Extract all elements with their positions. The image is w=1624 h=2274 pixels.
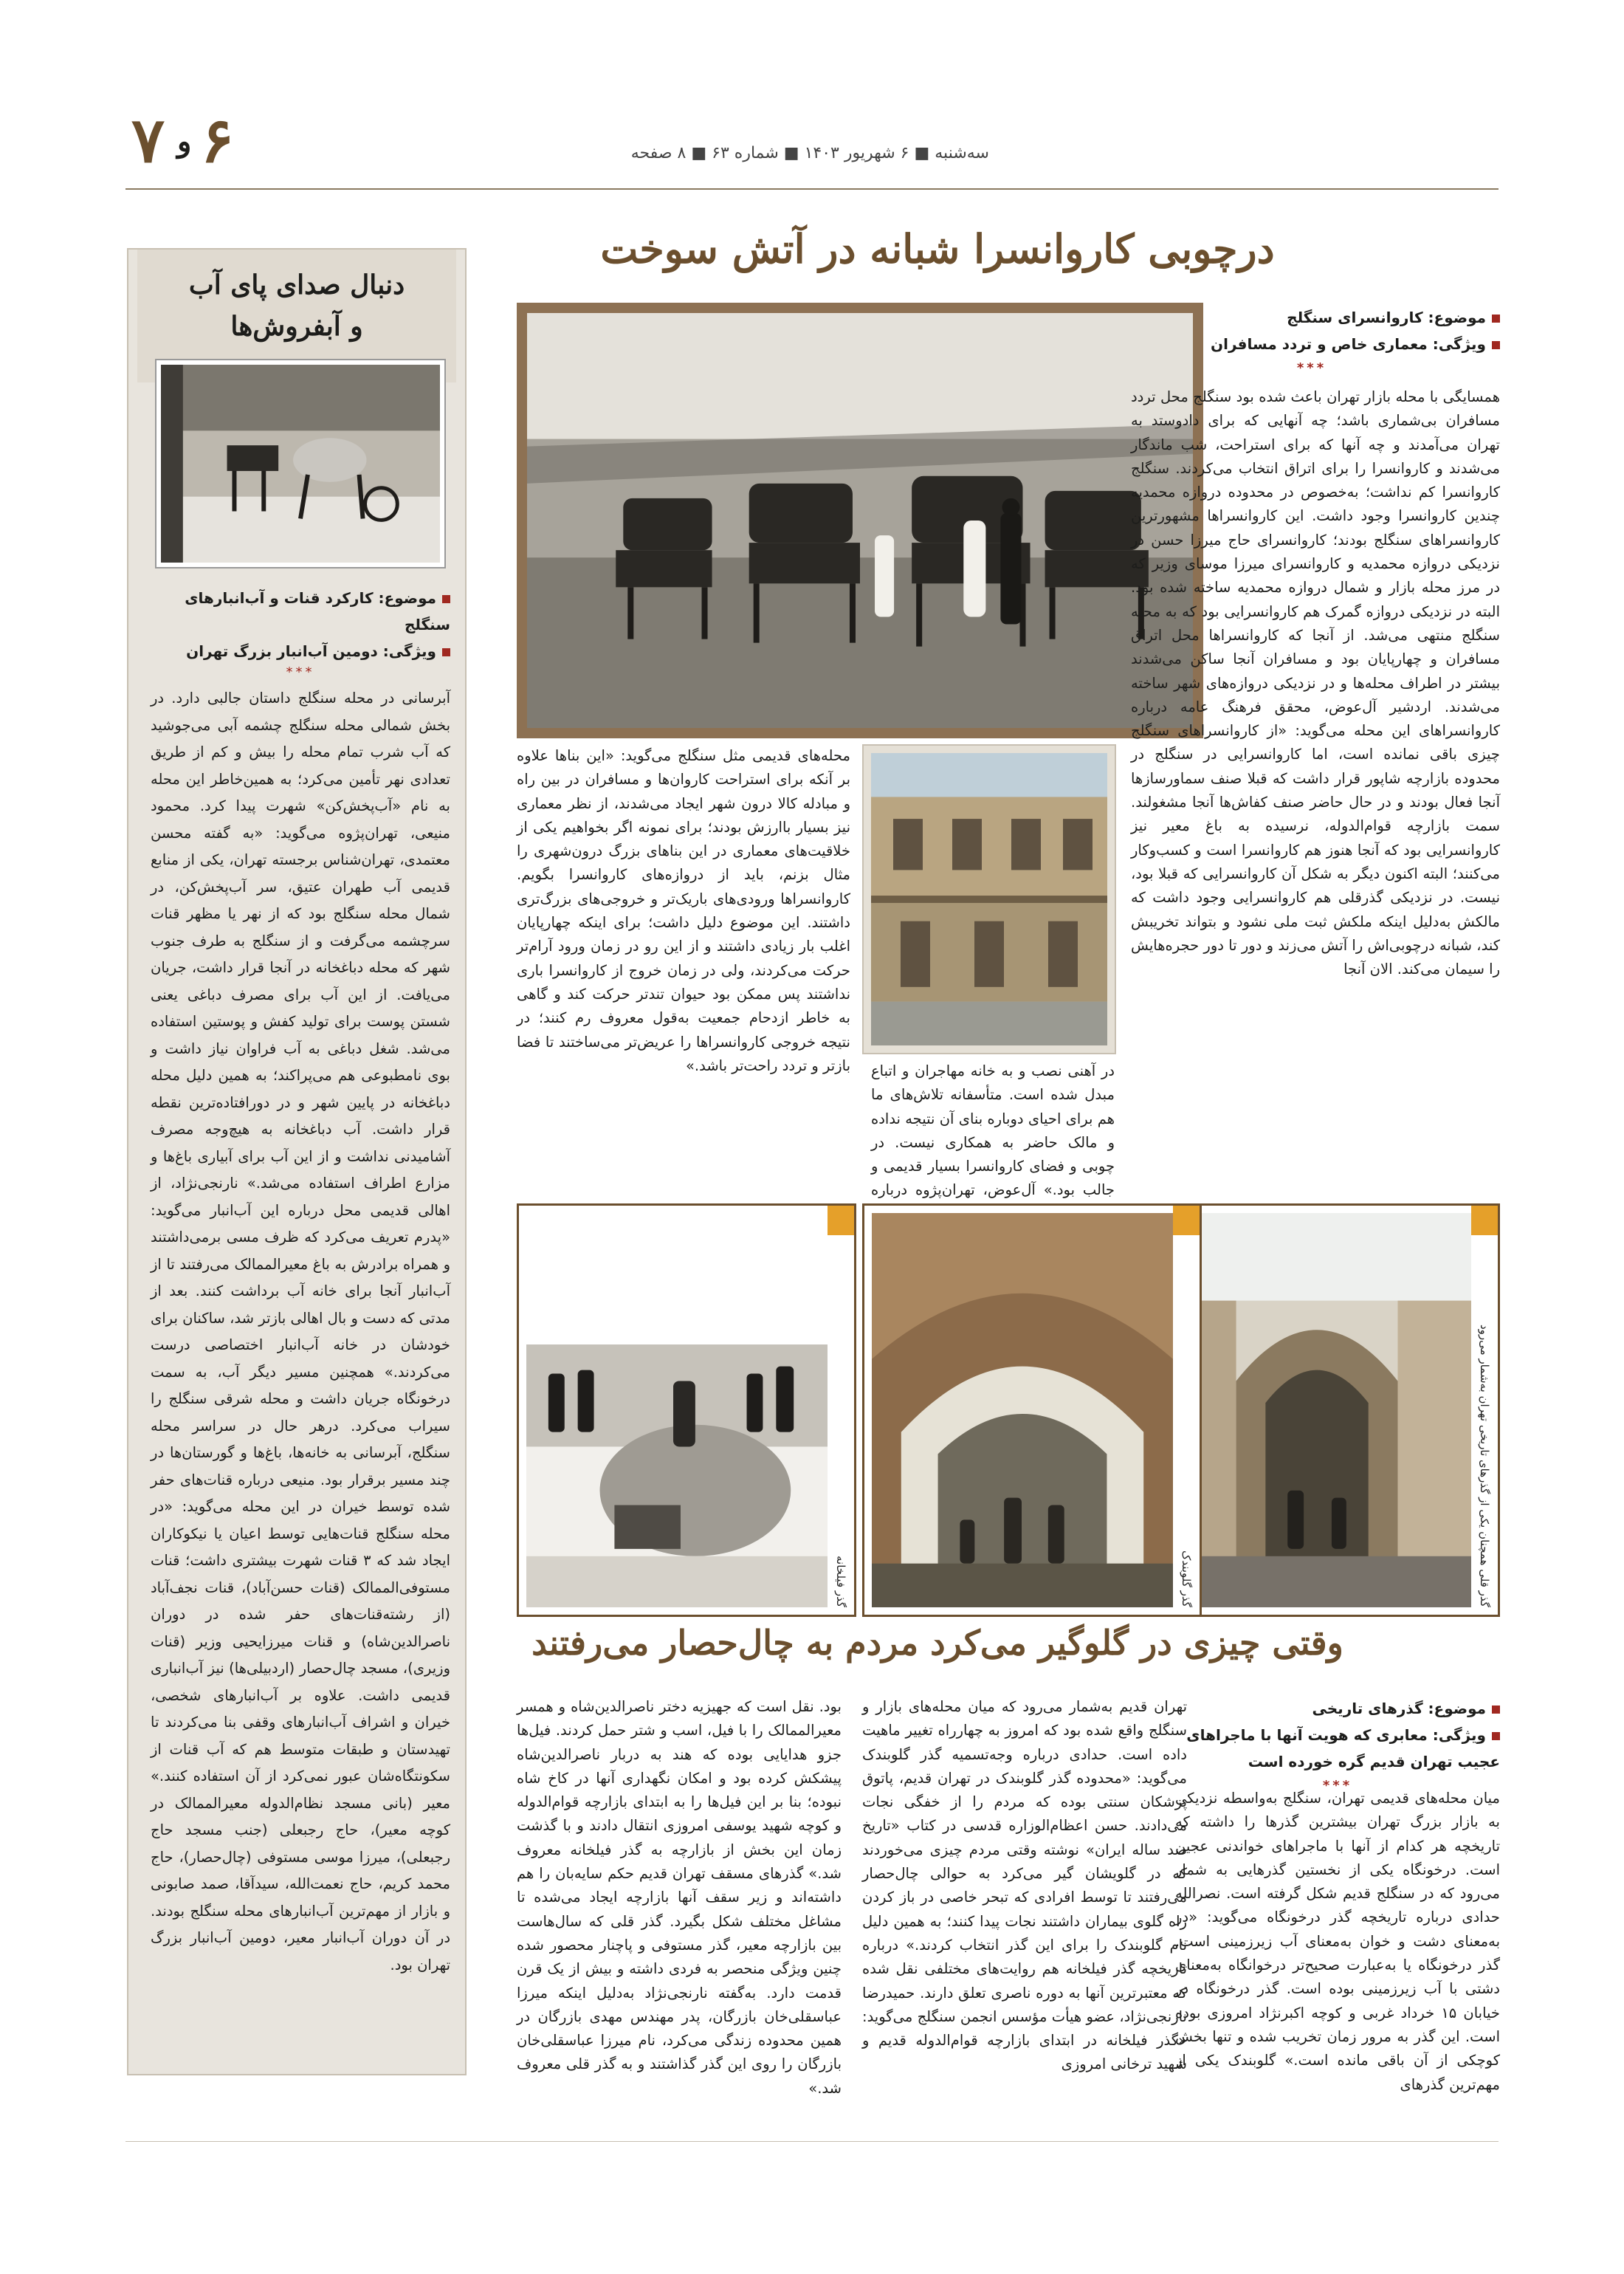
sidebar-body: آبرسانی در محله سنگلج داستان جالبی دارد. در بخش شمالی محله سنگلج چشمه آبی می‌جوشید که آب شرب تمام محله را بیش و کم از طریق تعدادی نهر تأمین می‌کرد؛ به همین‌خاطر این محله به نام «آب‌پخش‌کن» شهرت پیدا کرد. محمود منیعی، تهران‌پژوه می‌گوید: «به گفته محسن معتمدی، تهران‌شناس برجسته تهران، یکی از منابع قدیمی آب طهران عتیق، سر آب‌پخش‌کن، در شمال محله سنگلج بود که از نهر یا مظهر قنات سرچشمه می‌گرفت و از سنگلج به طرف جنوب شهر که محله دباغخانه در آنجا قرار داشت، جریان می‌یافت. از این آب برای مصرف دباغی یعنی شستن پوست برای تولید کفش و پوستین استفاده می‌شد. شغل دباغی به آب فراوان نیاز داشت و بوی نامطبوعی هم می‌پراکند؛ به همین دلیل محله دباغخانه در پایین شهر و در دورافتاده‌ترین نقطه قرار داشت. آب دباغخانه به هیچ‌وجه مصرف آشامیدنی نداشت و از این آب برای آبیاری باغ‌ها و مزارع اطراف استفاده می‌شد.» نارنجی‌نژاد، از اهالی قدیمی محل درباره این آب‌انبار می‌گوید: «پدرم تعریف می‌کرد که ظرف مسی برمی‌داشتند و همراه برادرش به باغ معیرالممالک می‌رفتند تا از آب‌انبار آنجا برای خانه آب برداشت کنند. بعد از مدتی که دست و بال اهالی بازتر شد، ساکنان برای خودشان در خانه آب‌انبار اختصاصی درست می‌کردند.» همچنین مسیر دیگر آب، به سمت درخونگاه جریان داشت و محله شرقی سنگلج را سیراب می‌کرد. درهر حال در سراسر محله سنگلج، آبرسانی به خانه‌ها، باغ‌ها و گورستان‌ها در چند مسیر برقرار بود. منیعی درباره قنات‌های حفر شده توسط خیران در این محله می‌گوید: «در محله سنگلج قنات‌هایی توسط اعیان یا نیکوکاران ایجاد شد که ۳ قنات شهرت بیشتری داشت؛ قنات مستوفی‌الممالک (قنات حسن‌آباد)، قنات نجف‌آباد (از رشته‌قنات‌های حفر شده در دوران ناصرالدین‌شاه) و قنات میرزایحیی وزیر (قنات وزیری)، مسجد چال‌حصار (اردبیلی‌ها) نیز آب‌انباری قدیمی داشت. علاوه بر آب‌انبارهای شخصی، خیران و اشراف آب‌انبارهای وقفی بنا می‌کردند تا تهیدستان و طبقات متوسط هم که آب قنات از سکونتگاه‌شان عبور نمی‌کرد از آن استفاده کنند.» معیر (بانی مسجد نظام‌الدوله معیرالممالک در کوچه معیر)، حاج رجبعلی (جنب مسجد حاج رجبعلی)، میرزا موسی مستوفی (چال‌حصار)، حاج محمد کریم، حاج نعمت‌الله، سیدآقا، صمد صابونی و بازار از مهم‌ترین آب‌انبارهای محله سنگلج بودند. در آن دوران آب‌انبار معیر، دومین آب‌انبار بزرگ تهران بود.: [151, 690, 450, 1974]
header-divider: [125, 188, 1499, 190]
courtyard-illustration: [871, 753, 1107, 1045]
page-number-conjunction: و: [177, 124, 192, 159]
filkhaneh-caption: گذر فیلخانه: [834, 1555, 847, 1607]
caption-tag-icon: [1471, 1206, 1498, 1235]
caption-tag-icon: [828, 1206, 854, 1235]
water-carrier-illustration: [161, 365, 440, 563]
article2-feature: ویژگی: معابری که هویت آنها با ماجراهای عجیب تهران قدیم گره خورده است: [1186, 1726, 1500, 1770]
article1-topic: موضوع: کاروانسرای سنگلج: [1124, 304, 1500, 331]
page-number-second: ۷: [131, 103, 165, 176]
sidebar-topic: موضوع: کارکرد قنات و آب‌انبارهای سنگلج: [185, 589, 450, 633]
footer-divider: [125, 2141, 1499, 2142]
bullet-square-icon: [442, 648, 450, 656]
page-number-first: ۶: [201, 103, 235, 176]
gozar-gholi-caption: گذر قلی همچنان یکی از گذرهای تاریخی تهران به‌شمار می‌رود: [1478, 1325, 1491, 1607]
article1-feature: ویژگی: معماری خاص و تردد مسافران: [1124, 331, 1500, 357]
article2-title: وقتی چیزی در گلوگیر می‌کرد مردم به چال‌حصار می‌رفتند: [531, 1623, 1343, 1663]
article1-title: درچوبی کاروانسرا شبانه در آتش سوخت: [600, 225, 1275, 272]
bullet-square-icon: [1492, 1706, 1500, 1714]
page-number: [124, 103, 242, 176]
article2-column-3: بود. نقل است که جهیزیه دختر ناصرالدین‌شاه و همسر معیرالممالک را با فیل، اسب و شتر حمل کردند. فیل‌ها جزو هدایایی بوده که هند به دربار ناصرالدین‌شاه پیشکش کرده بود و امکان نگهداری آنها در کاخ شاه نبوده؛ بنا بر این فیل‌ها را به ابتدای بازارچه قوام‌الدوله و کوچه شهید یوسفی امروزی انتقال دادند و با گذشت زمان این بخش از بازارچه به گذر فیلخانه معروف شد.» گذرهای مسقف تهران قدیم حکم سایه‌بان را هم داشته‌اند و زیر سقف آنها بازارچه ایجاد می‌شده تا مشاغل مختلف شکل بگیرد. گذر قلی که سال‌هاست بین بازارچه معیر، گذر مستوفی و پاچنار محصور شده چنین ویژگی منحصر به فردی داشته و بیش از یک قرن قدمت دارد. به‌گفته نارنجی‌نژاد به‌دلیل اینکه میرزا عباسقلی‌خان بازرگان، پدر مهندس مهدی بازرگان در همین محدوده زندگی می‌کرد، نام میرزا عباسقلی‌خان بازرگان را روی این گذر گذاشتند و به گذر قلی معروف شد.»: [517, 1698, 842, 2097]
issue-info: سه‌شنبه ■ ۶ شهریور ۱۴۰۳ ■ شماره ۶۳ ■ ۸ صفحه: [630, 144, 989, 162]
sidebar-stars: ***: [286, 664, 315, 680]
sidebar-title: دنبال صدای پای آب و آبفروش‌ها: [188, 269, 405, 342]
filkhaneh-image: [526, 1213, 828, 1607]
sidebar-box: [127, 248, 467, 2075]
sidebar-feature: ویژگی: دومین آب‌انبار بزرگ تهران: [151, 638, 450, 664]
article1-topic-block: [1124, 304, 1500, 379]
golubandak-image: [872, 1213, 1173, 1607]
bullet-square-icon: [1492, 341, 1500, 349]
article2-stars: ***: [1322, 1778, 1353, 1793]
golubandak-photo: [862, 1203, 1202, 1617]
article2-column-2: تهران قدیم به‌شمار می‌رود که میان محله‌های بازار و سنگلج واقع شده بود که امروز به چهارراه تغییر ماهیت داده است. حدادی درباره وجه‌تسمیه گذر گلوبندک می‌گوید: «محدوده گذر گلوبندک در تهران قدیم، پاتوق پزشکان سنتی بوده که مردم را از خفگی نجات می‌دادند. حسن اعظام‌الوزاره قدسی در کتاب «تاریخ صد ساله ایران» نوشته وقتی مردم چیزی می‌خوردند که در گلویشان گیر می‌کرد به حوالی چال‌حصار می‌رفتند تا توسط افرادی که تبحر خاصی در باز کردن راه گلوی بیماران داشتند نجات پیدا کنند؛ به همین دلیل نام گلوبندک را برای این گذر انتخاب کردند.» درباره تاریخچه گذر فیلخانه هم روایت‌های مختلفی نقل شده که معتبرترین آنها به دوره ناصری تعلق دارند. حمیدرضا نارنجی‌نژاد، عضو هیأت مؤسس انجمن سنگلج می‌گوید: «گذر فیلخانه در ابتدای بازارچه قوام‌الدوله قدیم و شهید ترخانی امروزی: [862, 1698, 1187, 2073]
caravan-photo: [517, 303, 1203, 738]
article2-topic: موضوع: گذرهای تاریخی: [1175, 1695, 1500, 1722]
gozar-gholi-photo: [1160, 1203, 1500, 1617]
article1-column-right: همسایگی با محله بازار تهران باعث شده بود سنگلج محل تردد مسافران بی‌شماری باشد؛ چه آنهایی که برای دادوستد به تهران می‌آمدند و چه آنها که برای استراحت، شب ماندگار می‌شدند و کاروانسرا را برای اتراق انتخاب می‌کردند. سنگلج کاروانسرا کم نداشت؛ به‌خصوص در محدوده دروازه محمدیه چندین کاروانسرا وجود داشت. این کاروانسراها مشهورترین کاروانسراهای سنگلج بودند؛ کاروانسرای حاج میرزا حسن در نزدیکی دروازه محمدیه و کاروانسرای میرزا موسای وزیر که در مرز محله بازار و شمال دروازه محمدیه ساخته شده بود. البته در نزدیکی دروازه گمرک هم کاروانسرایی بود که به محله سنگلج منتهی می‌شد. از آنجا که کاروانسراها محل اتراق مسافران و چهارپایان بود و مسافران آنجا ساکن می‌شدند بیشتر در اطراف محله‌ها و در نزدیکی دروازه‌های شهر ساخته می‌شدند. اردشیر آل‌عوض، محقق فرهنگ عامه درباره کاروانسراهای این محله می‌گوید: «از کاروانسراهای سنگلج چیزی باقی نمانده است، اما کاروانسرایی در سنگلج در محدوده بازارچه شاپور قرار داشت که قبلا صنف سماورسازها آنجا فعال بودند و در حال حاضر صنف کفاش‌ها آنجا مشغولند. سمت بازارچه قوام‌الدوله، نرسیده به باغ معیر نیز کاروانسرایی بود که آنجا هنوز هم کاروانسرا است و کسب‌وکار می‌کنند؛ البته اکنون دیگر به شکل آن کاروانسرایی که قبلا بود، نیست. در نزدیکی گذرقلی هم کاروانسرایی وجود داشت که مالکش به‌دلیل اینکه ملکش ثبت ملی نشود و بتواند تخریبش کند، شبانه درچوبی‌اش را آتش می‌زند و دور تا دور حجره‌هایش را سیمان می‌کند. الان آنجا: [1131, 388, 1500, 978]
article1-column-left: محله‌های قدیمی مثل سنگلج می‌گوید: «این بناها علاوه بر آنکه برای استراحت کاروان‌ها و مسافران در بین راه و مبادله کالا درون شهر ایجاد می‌شدند، از نظر معماری نیز بسیار باارزش بودند؛ برای نمونه اگر بخواهیم یکی از خلاقیت‌های معماری در این بناهای بزرگ درون‌شهری را مثال بزنم، باید از دروازه‌های کاروانسرا بگویم. کاروانسراها ورودی‌های باریک‌تر و خروجی‌های بزرگ‌تری داشتند. این موضوع دلیل داشت؛ برای اینکه چهارپایان اغلب بار زیادی داشتند و از این رو در زمان ورود آرام‌تر حرکت می‌کردند، ولی در زمان خروج از کاروانسرا باری نداشتند پس ممکن بود حیوان تندتر حرکت کند و گاهی به خاطر ازدحام جمعیت به‌قول معروف رم کنند؛ در نتیجه خروجی کاروانسراها را عریض‌تر می‌ساختند تا فضا بازتر و تردد راحت‌تر باشد.»: [517, 747, 850, 1074]
bullet-square-icon: [1492, 315, 1500, 323]
caption-tag-icon: [1173, 1206, 1200, 1235]
article1-column-middle: در آهنی نصب و به خانه مهاجران و اتباع مبدل شده است. متأسفانه تلاش‌های ما هم برای احیای دوباره بنای آن نتیجه نداده و مالک حاضر به همکاری نیست. در چوبی و فضای کاروانسرا بسیار قدیمی و جالب بود.» آل‌عوض، تهران‌پژوه درباره: [871, 1062, 1115, 1199]
article2-topic-block: [1175, 1695, 1500, 1797]
sidebar-topic-block: [151, 585, 450, 664]
bullet-square-icon: [1492, 1732, 1500, 1740]
article2-column-1: میان محله‌های قدیمی تهران، سنگلج به‌واسطه نزدیکی به بازار بزرگ تهران بیشترین گذرها را داشته که تاریخچه هر کدام از آنها با ماجراهای خواندنی عجین است. درخونگاه یکی از نخستین گذرهایی به شمار می‌رود که در سنگلج قدیم شکل گرفته است. نصرالله حدادی درباره تاریخچه گذر درخونگاه می‌گوید: «در به‌معنای دشت و خوان به‌معنای آب زیرزمینی است. گذر درخونگاه یا به‌عبارت صحیح‌تر درخوانگاه به‌معنای دشتی با آب زیرزمینی بوده است. گذر درخونگاه در خیابان ۱۵ خرداد غربی و کوچه اکبرنژاد امروزی بوده است. این گذر به مرور زمان تخریب شده و تنها بخش کوچکی از آن باقی مانده است.» گلوبندک یکی از مهم‌ترین گذرهای: [1175, 1790, 1500, 2093]
golubandak-caption: گذر گلوبندک: [1180, 1550, 1193, 1607]
gozar-gholi-image: [1170, 1213, 1471, 1607]
bullet-square-icon: [442, 595, 450, 603]
courtyard-photo: [862, 744, 1116, 1054]
filkhaneh-photo: [517, 1203, 856, 1617]
article1-stars: ***: [1296, 360, 1327, 376]
caravan-illustration: [527, 313, 1193, 728]
water-carrier-photo: [156, 360, 444, 567]
